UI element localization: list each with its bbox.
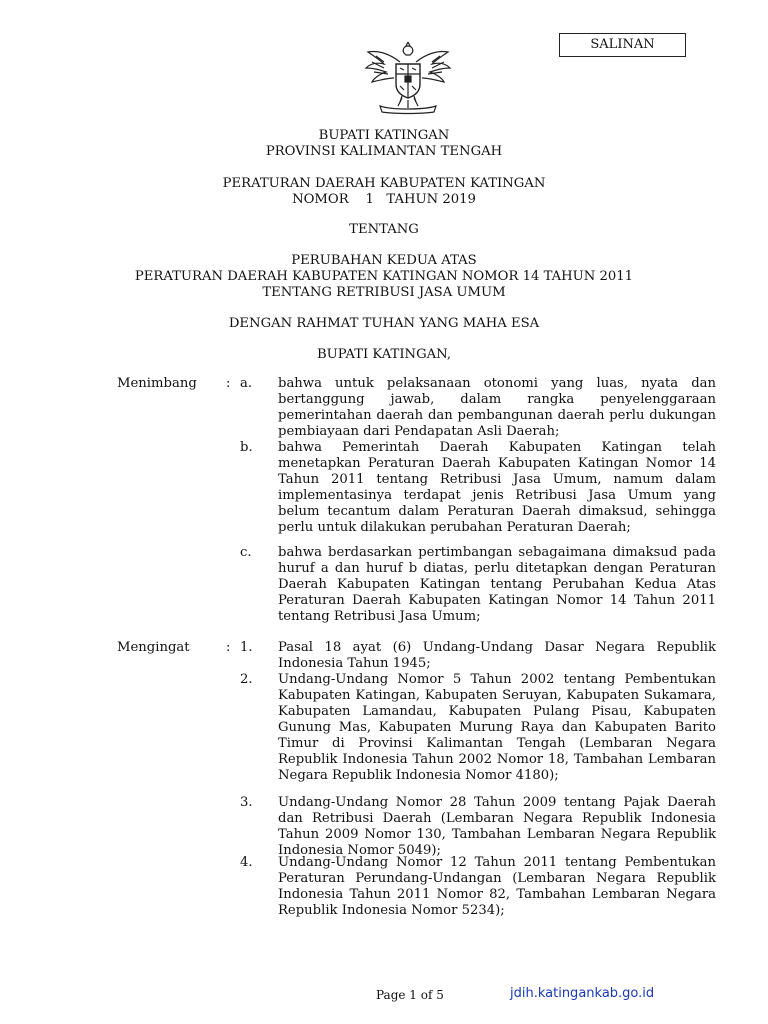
list-item bbox=[240, 640, 716, 672]
item-text: Undang-Undang Nomor 5 Tahun 2002 tentang Pembentukan Kabupaten Katingan, Kabupaten Seruyan, Kabupaten Sukamara, Kabupaten Lamandau, Kabupaten Pulang Pisau, Kabupaten Gunung Mas, Kabupaten Murung Raya dan Kabupaten Barito Timur di Provinsi Kalimantan Tengah (Lembaran Negara Republik Indonesia Tahun 2002 Nomor 18, Tambahan Lembaran Negara Republik Indonesia Nomor 4180); bbox=[278, 672, 716, 783]
list-item bbox=[240, 376, 716, 440]
item-number: 4. bbox=[240, 855, 253, 870]
item-number: 3. bbox=[240, 795, 253, 810]
item-text: Undang-Undang Nomor 12 Tahun 2011 tentang Pembentukan Peraturan Perundang-Undangan (Lembaran Negara Republik Indonesia Tahun 2011 Nomor 82, Tambahan Lembaran Negara Republik Indonesia Nomor 5234); bbox=[278, 855, 716, 918]
item-text: Undang-Undang Nomor 28 Tahun 2009 tentang Pajak Daerah dan Retribusi Daerah (Lembaran Negara Republik Indonesia Tahun 2009 Nomor 130, Tambahan Lembaran Negara Republik Indonesia Nomor 5049); bbox=[278, 795, 716, 858]
list-item bbox=[240, 440, 716, 536]
menimbang-label: Menimbang bbox=[117, 376, 197, 391]
invocation: DENGAN RAHMAT TUHAN YANG MAHA ESA bbox=[228, 316, 540, 331]
list-item bbox=[240, 795, 716, 859]
item-text: Pasal 18 ayat (6) Undang-Undang Dasar Negara Republik Indonesia Tahun 1945; bbox=[278, 640, 716, 671]
regulation-title: PERATURAN DAERAH KABUPATEN KATINGAN bbox=[222, 176, 546, 191]
list-item bbox=[240, 855, 716, 919]
subject-line-3: TENTANG RETRIBUSI JASA UMUM bbox=[262, 285, 506, 300]
page-number: Page 1 of 5 bbox=[376, 988, 444, 1002]
item-number: b. bbox=[240, 440, 253, 455]
item-number: 2. bbox=[240, 672, 253, 687]
item-number: 1. bbox=[240, 640, 253, 655]
item-text: bahwa untuk pelaksanaan otonomi yang luas, nyata dan bertanggung jawab, dalam rangka penyelenggaraan pemerintahan daerah dan pembangunan daerah perlu dukungan pembiayaan dari Pendapatan Asli Daerah; bbox=[278, 376, 716, 439]
garuda-emblem-icon bbox=[362, 40, 454, 116]
menimbang-colon: : bbox=[226, 376, 231, 391]
regulation-number: NOMOR 1 TAHUN 2019 bbox=[292, 192, 476, 207]
tentang-heading: TENTANG bbox=[349, 222, 419, 237]
salinan-stamp: SALINAN bbox=[559, 33, 686, 57]
mengingat-label: Mengingat bbox=[117, 640, 190, 655]
item-number: c. bbox=[240, 545, 252, 560]
issuer: BUPATI KATINGAN, bbox=[316, 347, 452, 362]
mengingat-colon: : bbox=[226, 640, 231, 655]
subject-line-2: PERATURAN DAERAH KABUPATEN KATINGAN NOMOR 14 TAHUN 2011 bbox=[134, 269, 634, 284]
jdih-link[interactable]: jdih.katingankab.go.id bbox=[510, 986, 655, 1001]
item-number: a. bbox=[240, 376, 253, 391]
item-text: bahwa Pemerintah Daerah Kabupaten Katingan telah menetapkan Peraturan Daerah Kabupaten Katingan Nomor 14 Tahun 2011 tentang Retribusi Jasa Umum, namum dalam implementasinya terdapat jenis Retribusi Jasa Umum yang belum tecantum dalam Peraturan Daerah dimaksud, sehingga perlu untuk dilakukan perubahan Peraturan Daerah; bbox=[278, 440, 716, 535]
regent-title: BUPATI KATINGAN bbox=[318, 128, 450, 143]
list-item bbox=[240, 672, 716, 784]
item-text: bahwa berdasarkan pertimbangan sebagaimana dimaksud pada huruf a dan huruf b diatas, perlu ditetapkan dengan Peraturan Daerah Kabupaten Katingan tentang Perubahan Kedua Atas Peraturan Daerah Kabupaten Katingan Nomor 14 Tahun 2011 tentang Retribusi Jasa Umum; bbox=[278, 545, 716, 624]
province-title: PROVINSI KALIMANTAN TENGAH bbox=[265, 144, 503, 159]
subject-line-1: PERUBAHAN KEDUA ATAS bbox=[291, 253, 477, 268]
list-item bbox=[240, 545, 716, 625]
